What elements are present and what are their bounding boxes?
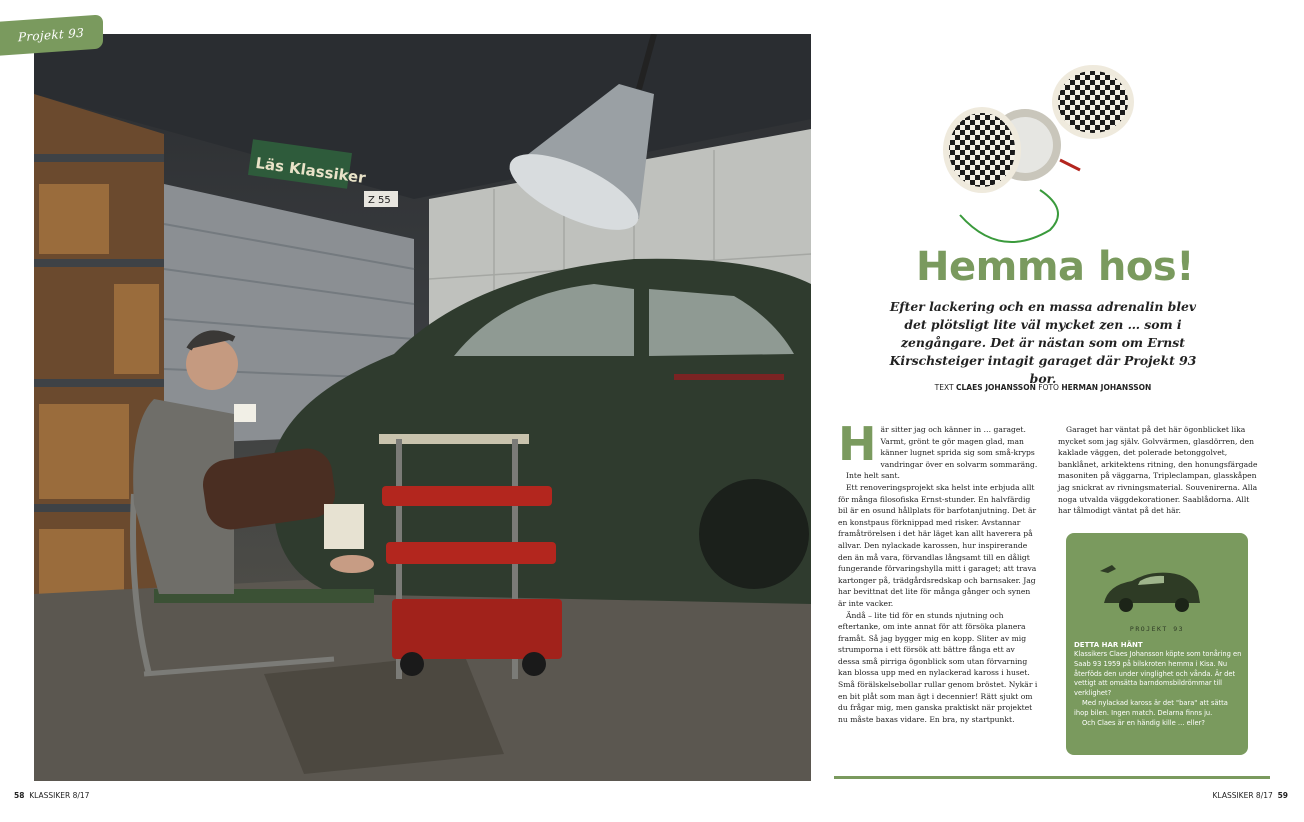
bottom-rule: [834, 776, 1270, 779]
folio-right: [1213, 791, 1288, 800]
sidebar-paragraph: Med nylackad kaross är det "bara" att sätta ihop bilen. Ingen match. Delarna finns ju.: [1074, 698, 1228, 717]
photo-plate-text: Z 55: [368, 195, 391, 206]
paragraph: är sitter jag och känner in … garaget. Varmt, grönt te gör magen glad, man känner lugnet sprida sig som små-kryps vandringar över en solvarm sommaräng.: [880, 425, 1038, 469]
paragraph: Garaget har väntat på det här ögonblicket lika mycket som jag själv. Golvvärmen, glasdörren, den kaklade väggen, det polerade betonggolvet, banklånet, arkitektens ritning, den honungsfärgade masoniten på väggarna, Tripleclampan, glasskåpen jag snickrat av rivningsmaterial. Souvenirerna. Alla noga utvalda väggdekorationer. Saablådorna. Allt har tålmodigt väntat på det här.: [1058, 425, 1258, 516]
sidebar-paragraph: Och Claes är en händig kille … eller?: [1082, 718, 1205, 727]
saab-car-icon: [1090, 551, 1210, 621]
garage-illustration: [34, 34, 811, 781]
product-lamps-illustration: [940, 60, 1170, 250]
garage-photo: [34, 34, 811, 781]
lede: Efter lackering och en massa adrenalin blev det plötsligt lite väl mycket zen … som i zengångare. Det är nästan som om Ernst Kirschsteiger intagit garaget där Projekt 93 bor.: [889, 299, 1197, 386]
magazine-issue-left: KLASSIKER 8/17: [29, 791, 90, 800]
sidebar-badge: PROJEKT 93: [1129, 625, 1185, 633]
dropcap: H: [838, 417, 877, 471]
magazine-issue-right: KLASSIKER 8/17: [1212, 791, 1273, 800]
byline-photo-label: FOTO: [1038, 383, 1059, 392]
byline-photo-author: HERMAN JOHANSSON: [1061, 383, 1152, 392]
byline: [878, 383, 1208, 392]
sidebar-box: [1066, 533, 1248, 755]
page-number-right: 59: [1277, 791, 1288, 800]
section-tag-label: Projekt 93: [18, 25, 85, 45]
folio-left: [14, 791, 89, 800]
body-column-2: [1058, 424, 1258, 517]
page-number-left: 58: [14, 791, 25, 800]
sidebar-heading: DETTA HAR HÄNT: [1074, 641, 1143, 649]
sidebar-paragraph: Klassikers Claes Johansson köpte som tonåring en Saab 93 1959 på bilskroten hemma i Kisa. Nu återföds den under vinglighet och vånda. Är det vettigt att omsätta barndomsbildrömmar till verklighet?: [1074, 650, 1242, 698]
body-column-1: [838, 417, 1038, 725]
byline-text-author: CLAES JOHANSSON: [955, 383, 1036, 392]
byline-text-label: TEXT: [934, 383, 954, 392]
section-tag: [0, 14, 103, 55]
paragraph: Ändå – lite tid för en stunds njutning och eftertanke, om inte annat för att försöka planera framåt. Så jag bygger mig en kopp. Sliter av mig strumporna i ett försök att bättre fånga ett av dessa små pirriga ögonblick som utan förvarning kan blossa upp med en nylackerad kaross i huset. Små förälskelsebollar rullar genom bröstet. Nykär i en bit plåt som man ägt i decennier! Rätt sjukt om du frågar mig, men ganska praktiskt när projektet nu måste baxas vidare. En bra, ny startpunkt.: [838, 610, 1038, 724]
headline: Hemma hos!: [916, 244, 1194, 290]
sidebar-text: [1074, 650, 1244, 728]
photo-sign-text: Läs Klassiker: [254, 153, 367, 188]
paragraph: Ett renoveringsprojekt ska helst inte erbjuda allt för många filosofiska Ernst-stunder. En halvfärdig bil är en osund hållplats för barfotanjutning. Det är en konstpaus förknippad med risker. Avstannar framåtrörelsen i det här läget kan allt haverera på allvar. Den nylackade karossen, hur inspirerande den än må vara, förvandlas långsamt till en dåligt fungerande förvaringshylla mitt i garaget; att trava kartonger på, trädgårdsredskap och barnsaker. Jag har bevittnat det lite för många gånger och synen är inte vacker.: [838, 482, 1037, 608]
paragraph: Inte helt sant.: [846, 471, 900, 481]
